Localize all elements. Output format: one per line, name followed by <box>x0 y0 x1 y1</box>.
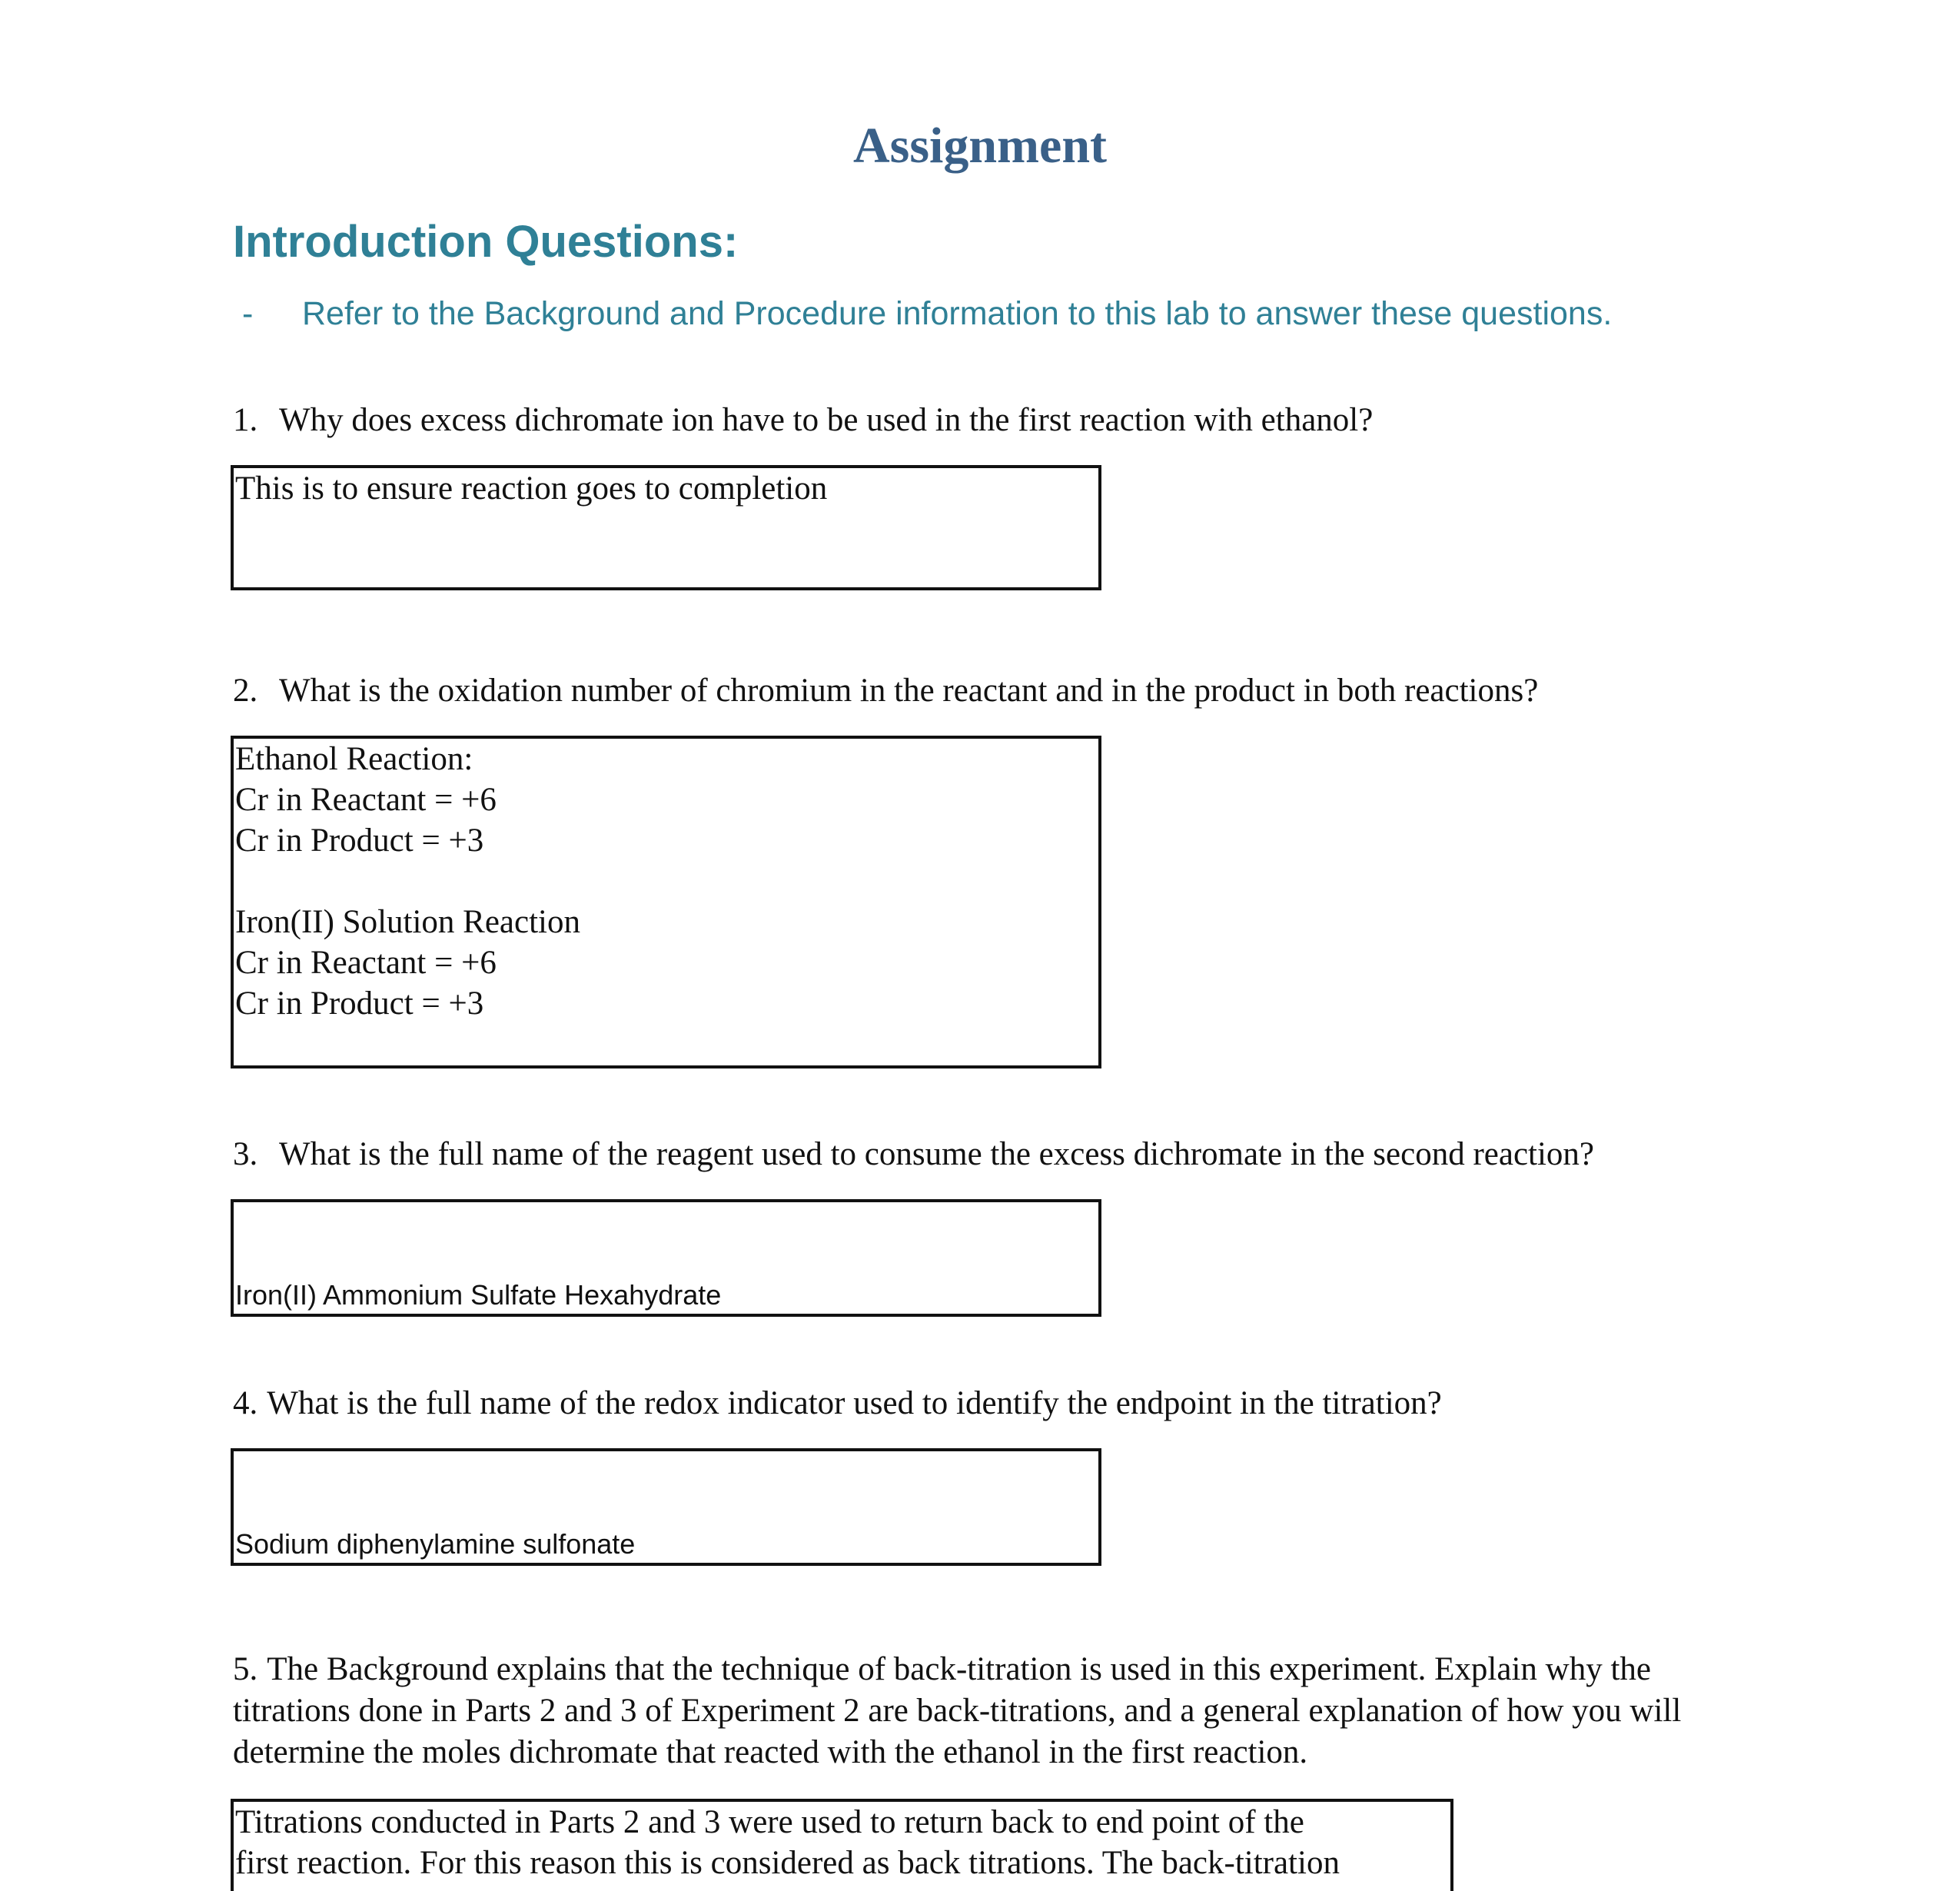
answer-box-2[interactable] <box>231 736 1101 1068</box>
answer-box-5[interactable] <box>231 1799 1453 1891</box>
question-number: 5. <box>233 1651 258 1687</box>
question-text: The Background explains that the technique of back-titration is used in this experiment. Explain why the titrations done in Parts 2 and 3 of Experiment 2 are back-titrations, and a general explanation of how you will determine the moles dichromate that reacted with the ethanol in the first reaction. <box>233 1651 1682 1770</box>
question-text: What is the full name of the redox indicator used to identify the endpoint in the titration? <box>267 1385 1442 1421</box>
question-number: 3. <box>233 1136 258 1172</box>
answer-text: Iron(II) Ammonium Sulfate Hexahydrate <box>235 1279 722 1311</box>
question-number: 2. <box>233 673 258 709</box>
answer-text: Sodium diphenylamine sulfonate <box>235 1528 636 1560</box>
answer-box-4[interactable] <box>231 1448 1101 1566</box>
question-text: What is the full name of the reagent used to consume the excess dichromate in the second reaction? <box>279 1136 1595 1172</box>
question-2 <box>233 670 1538 712</box>
page-title: Assignment <box>852 118 1108 174</box>
bullet-dash: - <box>242 295 254 332</box>
answer-box-1[interactable] <box>231 465 1101 590</box>
question-3 <box>233 1134 1594 1175</box>
answer-text: This is to ensure reaction goes to completion <box>235 470 828 507</box>
question-1 <box>233 400 1373 441</box>
answer-box-3[interactable] <box>231 1199 1101 1317</box>
question-number: 1. <box>233 402 258 438</box>
question-text: Why does excess dichromate ion have to be used in the first reaction with ethanol? <box>279 402 1374 438</box>
section-heading: Introduction Questions: <box>233 217 739 267</box>
question-number: 4. <box>233 1385 258 1421</box>
instruction-bullet <box>233 292 1612 335</box>
question-4 <box>233 1383 1442 1424</box>
instruction-text: Refer to the Background and Procedure information to this lab to answer these questions. <box>302 295 1613 332</box>
answer-text: Ethanol Reaction: Cr in Reactant = +6 Cr in Product = +3 Iron(II) Solution Reaction Cr in Reactant = +6 Cr in Product = +3 <box>235 741 581 1022</box>
answer-text: Titrations conducted in Parts 2 and 3 were used to return back to end point of the first reaction. For this reason this is considered as back titrations. The back-titration <box>235 1804 1340 1881</box>
question-5 <box>233 1649 1739 1773</box>
question-text: What is the oxidation number of chromium in the reactant and in the product in both reactions? <box>279 673 1539 709</box>
